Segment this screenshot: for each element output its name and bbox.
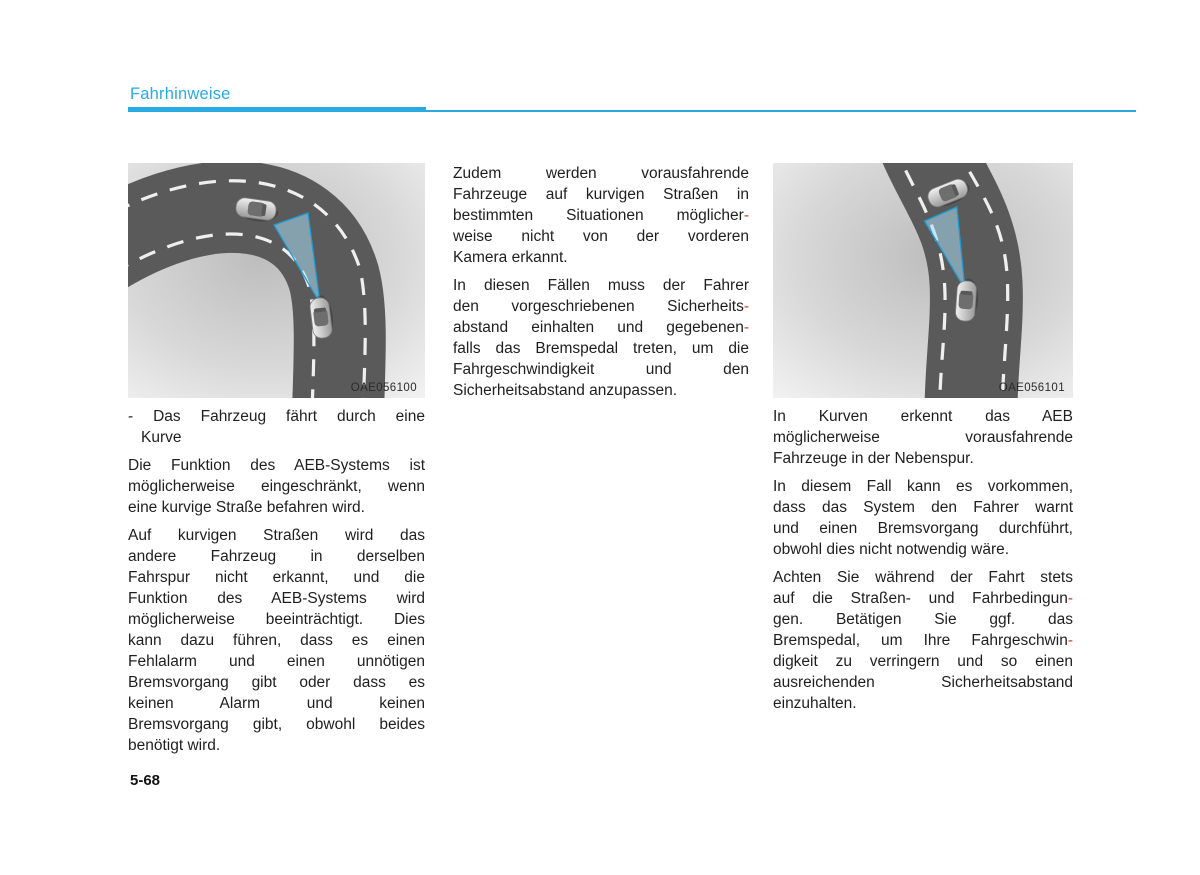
text-line: Auf kurvigen Straßen wird das: [128, 527, 425, 544]
paragraph: [128, 525, 425, 756]
text-line: dass das System den Fahrer warnt: [773, 499, 1073, 516]
column-right: [773, 163, 1073, 721]
paragraph: [128, 455, 425, 518]
hyphenation-mark: -: [743, 207, 749, 224]
text-line: Bremsvorgang gibt oder dass es: [128, 674, 425, 691]
text-line: In diesen Fällen muss der Fahrer: [453, 277, 749, 294]
header-accent-bar: [128, 107, 426, 112]
text-line: kann dazu führen, dass es einen: [128, 632, 425, 649]
text-line: Sicherheitsabstand anzupassen.: [453, 382, 678, 399]
text-line: Fahrzeuge auf kurvigen Straßen in: [453, 186, 749, 203]
text-line: möglicherweise beeinträchtigt. Dies: [128, 611, 425, 628]
text-line: möglicherweise eingeschränkt, wenn: [128, 478, 425, 495]
figure-right: [773, 163, 1073, 398]
hyphenation-mark: -: [1067, 632, 1073, 649]
page-number: 5-68: [130, 772, 161, 789]
text-line: Bremspedal, um Ihre Fahrgeschwin-: [773, 632, 1073, 649]
text-line: Zudem werden vorausfahrende: [453, 165, 749, 182]
paragraph: [773, 476, 1073, 560]
paragraph: [773, 406, 1073, 469]
text-line: und einen Bremsvorgang durchführt,: [773, 520, 1073, 537]
list-item: [128, 406, 425, 448]
text-line: Fahrzeuge in der Nebenspur.: [773, 450, 974, 467]
text-line: Funktion des AEB-Systems wird: [128, 590, 425, 607]
text-line: möglicherweise vorausfahrende: [773, 429, 1073, 446]
text-line: den vorgeschriebenen Sicherheits-: [453, 298, 749, 315]
text-line: andere Fahrzeug in derselben: [128, 548, 425, 565]
text-line: Kurve: [141, 429, 182, 446]
column-middle: [453, 163, 749, 408]
text-line: keinen Alarm und keinen: [128, 695, 425, 712]
figure-left: [128, 163, 425, 398]
text-line: bestimmten Situationen möglicher-: [453, 207, 749, 224]
paragraph: [453, 275, 749, 401]
text-line: - Das Fahrzeug fährt durch eine: [128, 408, 425, 425]
hyphenation-mark: -: [1067, 590, 1073, 607]
column-left: [128, 163, 425, 763]
text-line: Kamera erkannt.: [453, 249, 568, 266]
text-line: Bremsvorgang gibt, obwohl beides: [128, 716, 425, 733]
text-line: eine kurvige Straße befahren wird.: [128, 499, 365, 516]
curved-road-illustration-right: [773, 163, 1073, 398]
text-column-right: [773, 406, 1073, 714]
text-line: Fahrgeschwindigkeit und den: [453, 361, 749, 378]
text-line: Achten Sie während der Fahrt stets: [773, 569, 1073, 586]
text-line: Fahrspur nicht erkannt, und die: [128, 569, 425, 586]
paragraph: [453, 163, 749, 268]
paragraph: [773, 567, 1073, 714]
text-line: Fehlalarm und einen unnötigen: [128, 653, 425, 670]
text-line: einzuhalten.: [773, 695, 857, 712]
text-line: Die Funktion des AEB-Systems ist: [128, 457, 425, 474]
curved-road-illustration-left: [128, 163, 425, 398]
text-column-left: [128, 406, 425, 756]
header-rule-line: [426, 110, 1136, 112]
text-line: digkeit zu verringern und so einen: [773, 653, 1073, 670]
text-line: In diesem Fall kann es vorkommen,: [773, 478, 1073, 495]
text-line: falls das Bremspedal treten, um die: [453, 340, 749, 357]
hyphenation-mark: -: [743, 319, 749, 336]
text-line: benötigt wird.: [128, 737, 221, 754]
text-line: abstand einhalten und gegebenen-: [453, 319, 749, 336]
figure-code: OAE056101: [998, 382, 1065, 394]
text-line: gen. Betätigen Sie ggf. das: [773, 611, 1073, 628]
text-line: ausreichenden Sicherheitsabstand: [773, 674, 1073, 691]
page-header-title: Fahrhinweise: [130, 85, 231, 103]
text-line: obwohl dies nicht notwendig wäre.: [773, 541, 1010, 558]
text-column-middle: [453, 163, 749, 401]
hyphenation-mark: -: [743, 298, 749, 315]
text-line: In Kurven erkennt das AEB: [773, 408, 1073, 425]
text-line: auf die Straßen- und Fahrbedingun-: [773, 590, 1073, 607]
figure-code: OAE056100: [350, 382, 417, 394]
text-line: weise nicht von der vorderen: [453, 228, 749, 245]
